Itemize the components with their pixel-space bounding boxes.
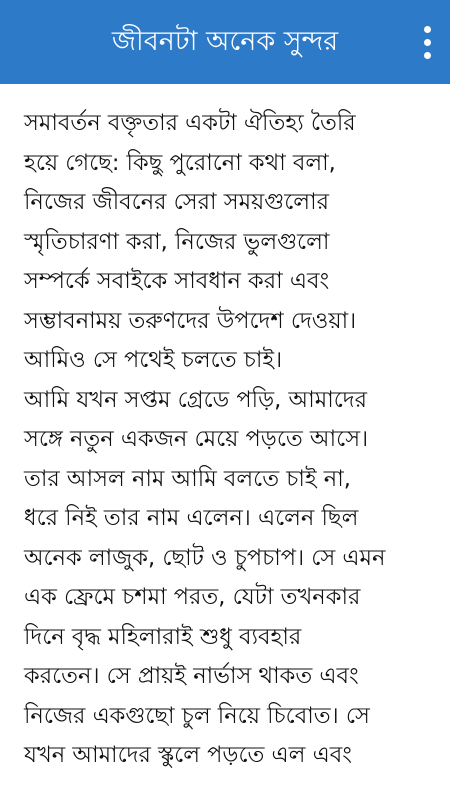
story-line: স্মৃতিচারণা করা, নিজের ভুলগুলো [24, 228, 330, 255]
story-line: দিনে বৃদ্ধ মহিলারাই শুধু ব্যবহার [24, 623, 302, 650]
story-line: নিজের জীবনের সেরা সময়গুলোর [24, 189, 329, 215]
app-bar [0, 0, 450, 84]
story-line: হয়ে গেছে: কিছু পুরোনো কথা বলা, [24, 149, 336, 176]
story-line: নিজের একগুছো চুল নিয়ে চিবোত। সে [24, 702, 370, 729]
story-line: সম্পর্কে সবাইকে সাবধান করা এবং [24, 268, 330, 294]
page-title: জীবনটা অনেক সুন্দর [111, 26, 339, 57]
story-line: সমাবর্তন বক্তৃতার একটা ঐতিহ্য তৈরি [24, 110, 356, 136]
story-line: এক ফ্রেমে চশমা পরত, যেটা তখনকার [24, 584, 361, 610]
story-line: ধরে নিই তার নাম এলেন। এলেন ছিল [24, 505, 359, 531]
story-line: আমিও সে পথেই চলতে চাই। [24, 347, 283, 373]
story-line: তার আসল নাম আমি বলতে চাই না, [24, 465, 351, 492]
story-line: যখন আমাদের স্কুলে পড়তে এল এবং [24, 742, 352, 768]
more-options-button[interactable] [412, 20, 442, 64]
story-line: অনেক লাজুক, ছোট ও চুপচাপ। সে এমন [24, 544, 386, 571]
more-vert-icon-dot-3 [424, 52, 431, 59]
story-text-area[interactable] [0, 84, 450, 800]
more-vert-icon-dot-2 [424, 39, 431, 46]
more-vert-icon [424, 26, 431, 33]
story-line: সঙ্গে নতুন একজন মেয়ে পড়তে আসে। [24, 426, 369, 452]
story-line: আমি যখন সপ্তম গ্রেডে পড়ি, আমাদের [24, 386, 367, 413]
story-line: করতেন। সে প্রায়ই নার্ভাস থাকত এবং [24, 663, 359, 689]
story-line: সম্ভাবনাময় তরুণদের উপদেশ দেওয়া। [24, 307, 357, 334]
